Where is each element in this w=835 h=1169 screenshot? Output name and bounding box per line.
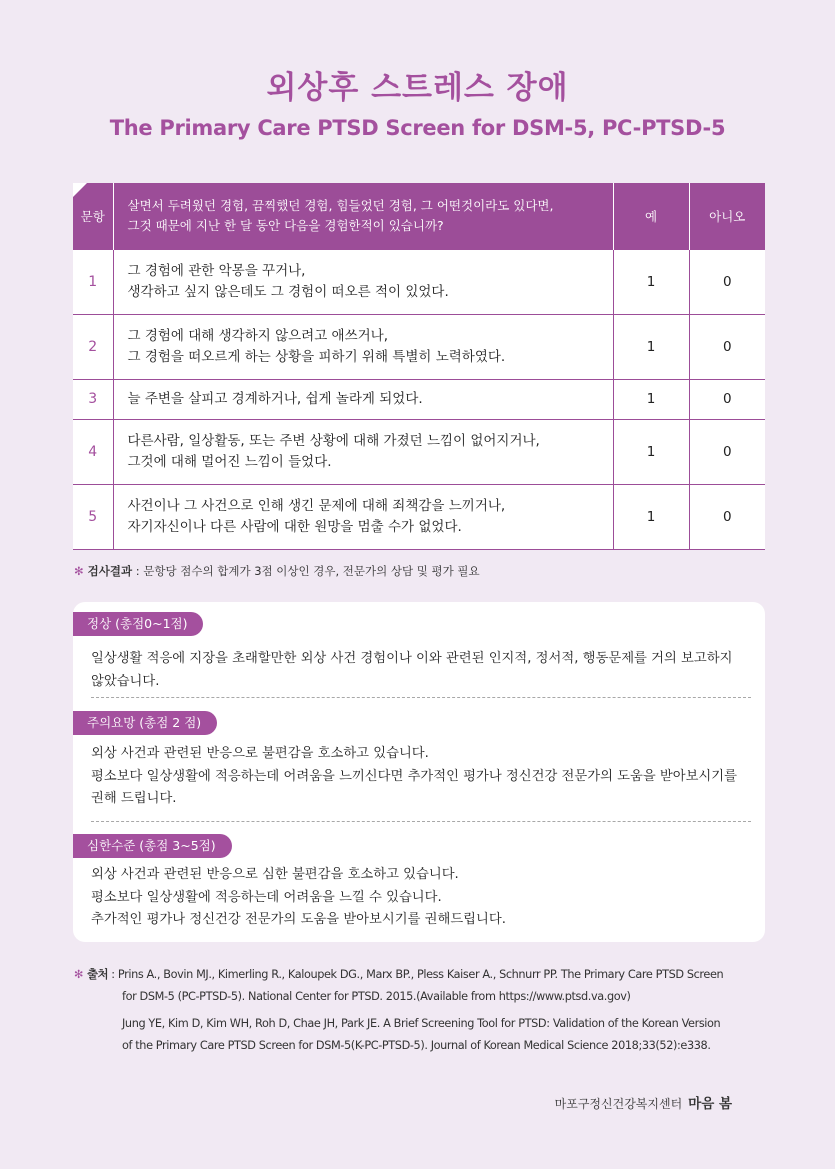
row-question: 늘 주변을 살피고 경계하거나, 쉽게 놀라게 되었다.	[113, 379, 613, 419]
row-number: 5	[73, 484, 113, 549]
footer-org: 마포구정신건강복지센터	[554, 1097, 683, 1111]
results-panel	[73, 602, 765, 942]
source-line: of the Primary Care PTSD Screen for DSM-5(K-PC-PTSD-5). Journal of Korean Medical Science 2018;33(52):e338.	[122, 1039, 711, 1052]
header-no: 아니오	[689, 183, 765, 249]
row-question: 다른사람, 일상활동, 또는 주변 상황에 대해 가졌던 느낌이 없어지거나, 그것에 대해 멀어진 느낌이 들었다.	[113, 419, 613, 484]
row-number: 1	[73, 249, 113, 314]
row-yes-score: 1	[613, 419, 689, 484]
result-badge: 정상 (총점0~1점)	[73, 612, 203, 636]
source-citation	[74, 964, 774, 1057]
row-no-score: 0	[689, 379, 765, 419]
footer	[555, 1092, 732, 1112]
corner-triangle-icon	[73, 183, 87, 197]
header-item-number: 문항	[73, 183, 113, 249]
source-line: for DSM-5 (PC-PTSD-5). National Center for PTSD. 2015.(Available from https://www.ptsd.va.gov)	[122, 990, 631, 1003]
row-number: 4	[73, 419, 113, 484]
source-line: ✻ 출처 : Prins A., Bovin MJ., Kimerling R., Kaloupek DG., Marx BP., Pless Kaiser A., Schnurr PP. The Primary Care PTSD Screen	[74, 968, 724, 981]
row-question: 사건이나 그 사건으로 인해 생긴 문제에 대해 죄책감을 느끼거나, 자기자신이나 다른 사람에 대한 원망을 멈출 수가 없었다.	[113, 484, 613, 549]
dashed-divider	[91, 821, 751, 822]
table-row	[73, 379, 765, 419]
result-text: 외상 사건과 관련된 반응으로 심한 불편감을 호소하고 있습니다. 평소보다 일상생활에 적응하는데 어려움을 느낄 수 있습니다. 추가적인 평가나 정신건강 전문가의 도움을 받아보시기를 권해드립니다.	[91, 867, 506, 927]
table-row	[73, 484, 765, 549]
row-number: 2	[73, 314, 113, 379]
result-badge: 주의요망 (총점 2 점)	[73, 711, 217, 735]
row-yes-score: 1	[613, 249, 689, 314]
source-label: 출처	[87, 968, 109, 981]
row-yes-score: 1	[613, 484, 689, 549]
row-no-score: 0	[689, 484, 765, 549]
screening-table	[73, 183, 765, 550]
note-text: : 문항당 점수의 합계가 3점 이상인 경우, 전문가의 상담 및 평가 필요	[132, 564, 480, 578]
source-line: Jung YE, Kim D, Kim WH, Roh D, Chae JH, Park JE. A Brief Screening Tool for PTSD: Validation of the Korean Version	[122, 1017, 721, 1030]
result-badge: 심한수준 (총점 3~5점)	[73, 834, 232, 858]
header-yes: 예	[613, 183, 689, 249]
page-title: 외상후 스트레스 장애	[266, 70, 569, 106]
result-text: 일상생활 적응에 지장을 초래할만한 외상 사건 경험이나 이와 관련된 인지적, 정서적, 행동문제를 거의 보고하지 않았습니다.	[91, 651, 733, 689]
table-row	[73, 249, 765, 314]
row-no-score: 0	[689, 314, 765, 379]
row-question: 그 경험에 관한 악몽을 꾸거나, 생각하고 싶지 않은데도 그 경험이 떠오른 적이 있었다.	[113, 249, 613, 314]
asterisk-icon: ✻	[74, 968, 84, 981]
asterisk-icon: ✻	[74, 564, 84, 578]
footer-brand: 마음 봄	[688, 1096, 732, 1112]
dashed-divider	[91, 697, 751, 698]
row-yes-score: 1	[613, 379, 689, 419]
header-question: 살면서 두려웠던 경험, 끔찍했던 경험, 힘들었던 경험, 그 어떤것이라도 있다면, 그것 때문에 지난 한 달 동안 다음을 경험한적이 있습니까?	[113, 183, 613, 249]
page-subtitle: The Primary Care PTSD Screen for DSM-5, PC-PTSD-5	[109, 116, 726, 140]
row-question: 그 경험에 대해 생각하지 않으려고 애쓰거나, 그 경험을 떠오르게 하는 상황을 피하기 위해 특별히 노력하였다.	[113, 314, 613, 379]
table-row	[73, 314, 765, 379]
row-no-score: 0	[689, 249, 765, 314]
row-yes-score: 1	[613, 314, 689, 379]
row-no-score: 0	[689, 419, 765, 484]
table-header-row	[73, 183, 765, 249]
result-text: 외상 사건과 관련된 반응으로 불편감을 호소하고 있습니다. 평소보다 일상생활에 적응하는데 어려움을 느끼신다면 추가적인 평가나 정신건강 전문가의 도움을 받아보시기를 권해 드립니다.	[91, 746, 737, 806]
result-note	[74, 563, 480, 579]
note-label: 검사결과	[87, 564, 133, 578]
row-number: 3	[73, 379, 113, 419]
table-row	[73, 419, 765, 484]
